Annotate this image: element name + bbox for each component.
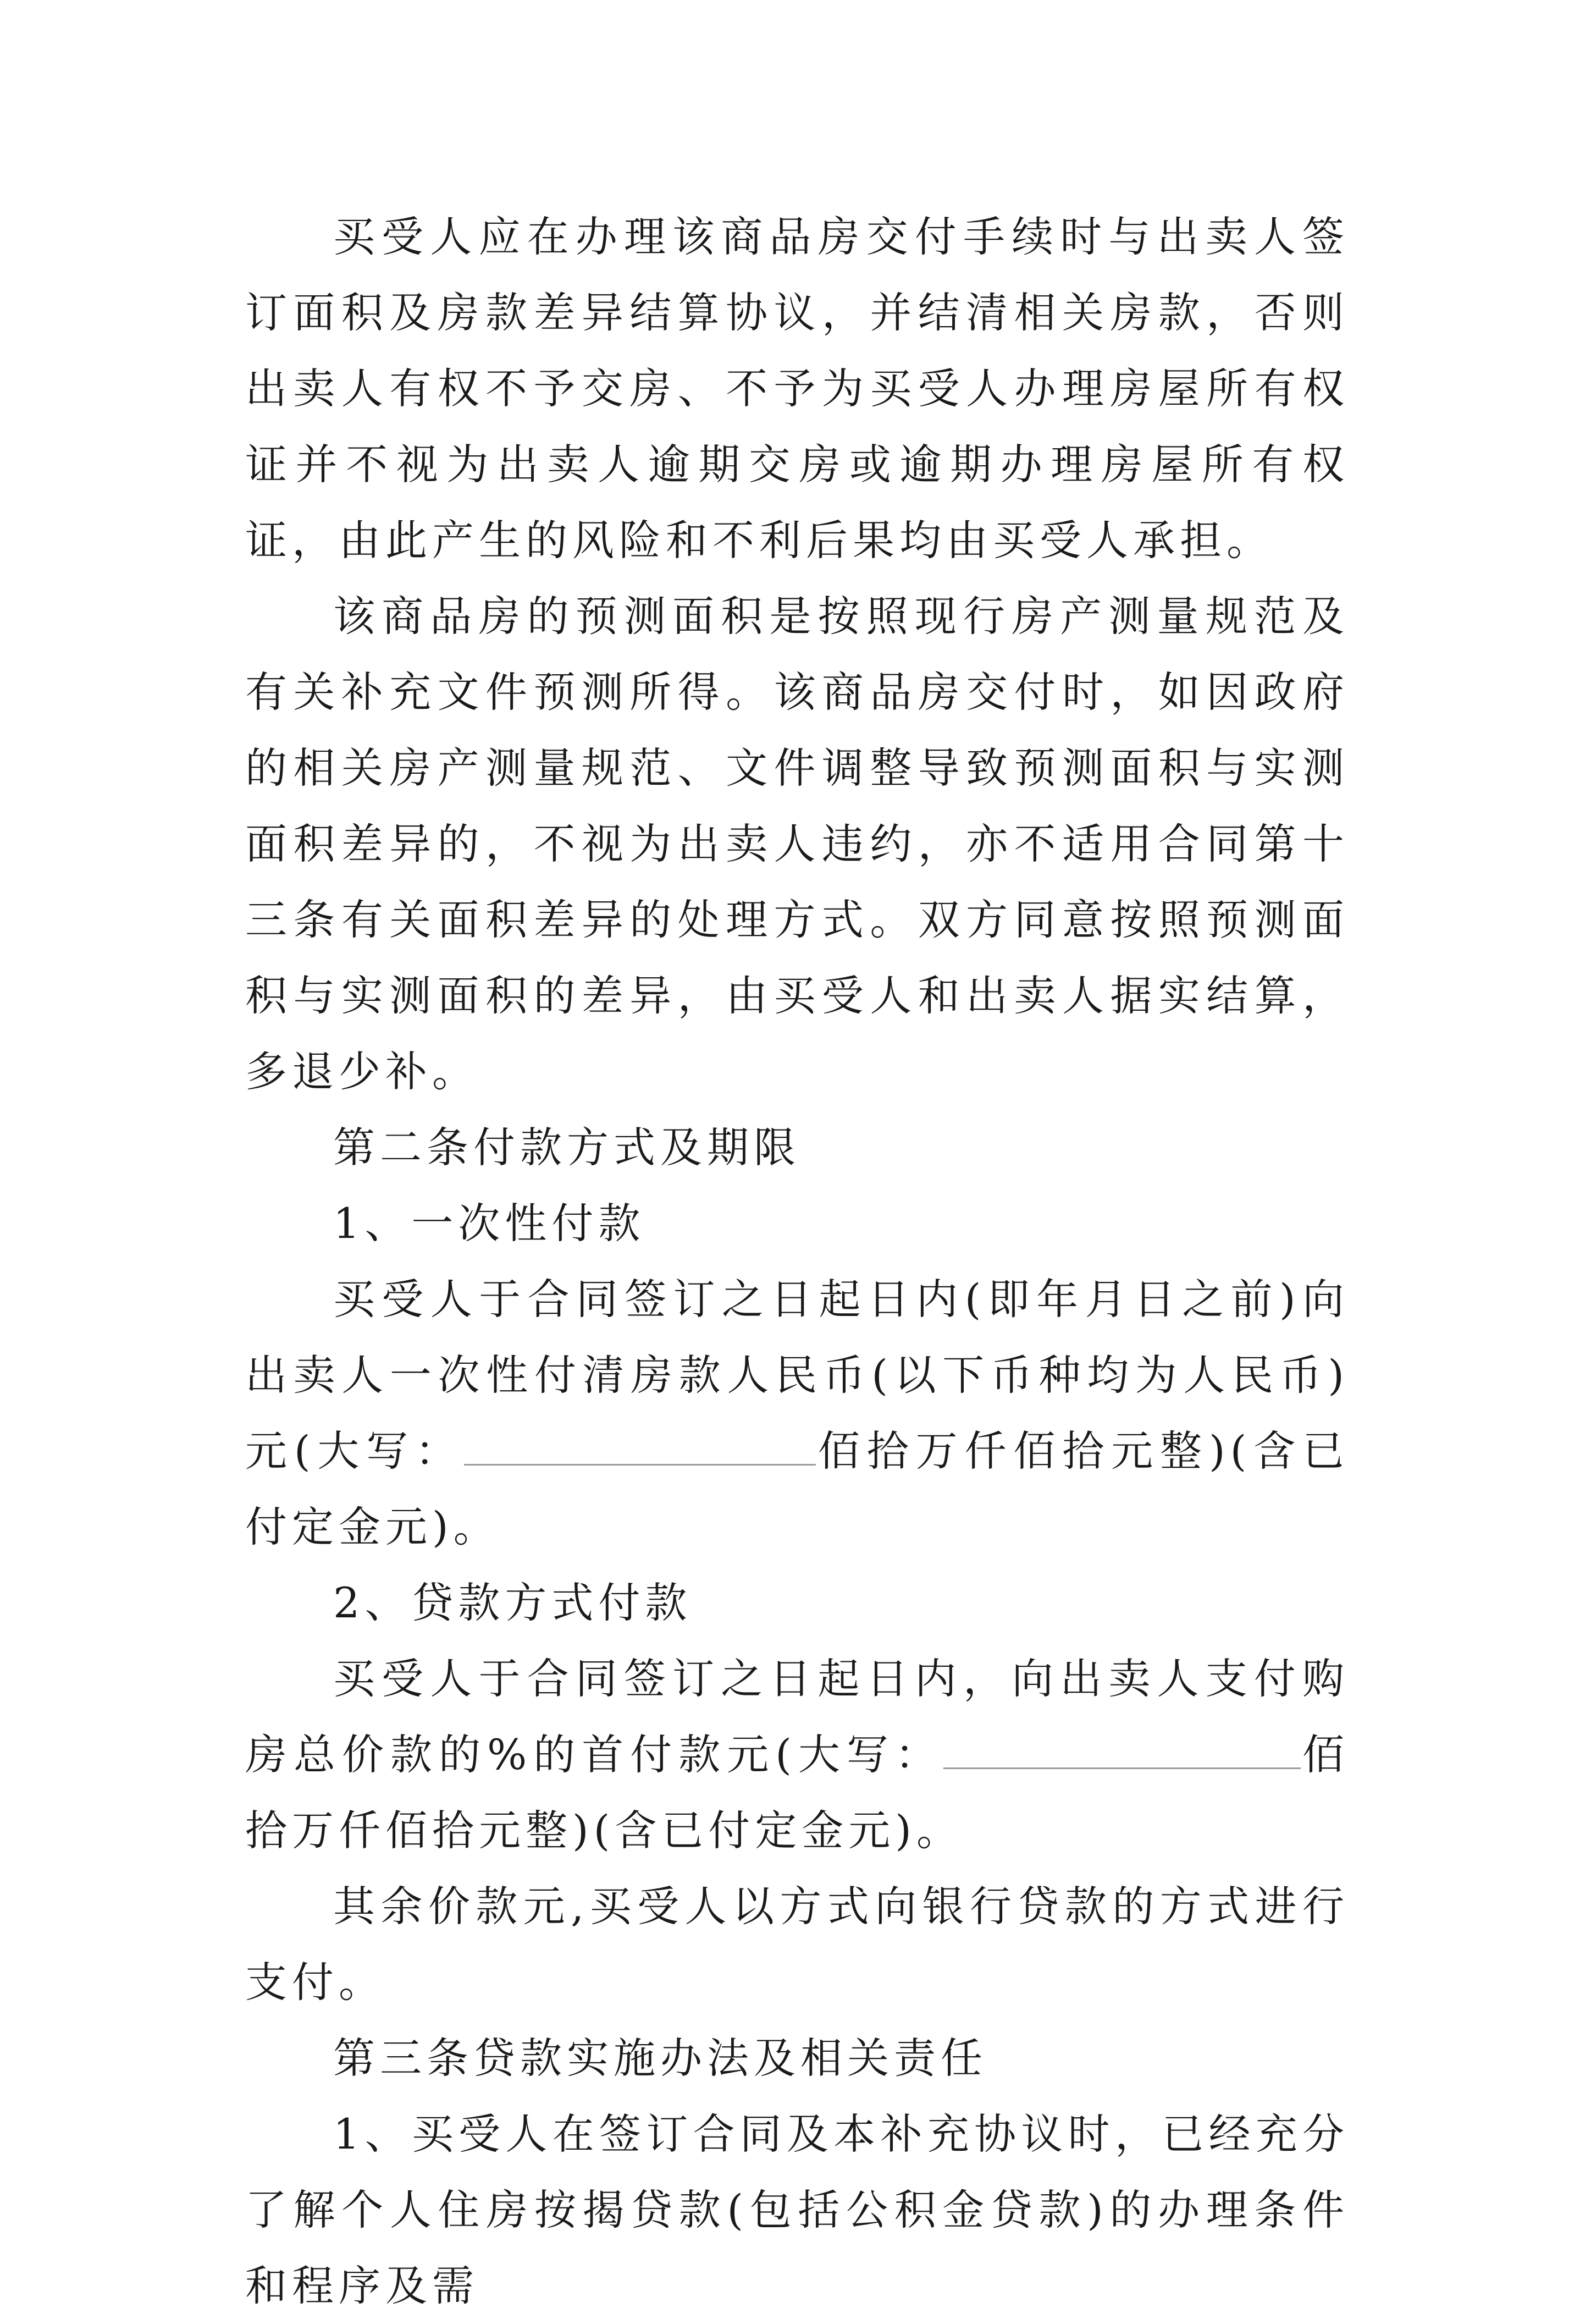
lump-sum-text: 买受人于合同签订之日起日内(即年月日之前)向出卖人一次性付清房款人民币(以下币种均为人民币)元(大写： [245, 1275, 1349, 1475]
down-payment-text-end: 佰拾万仟佰拾元整)(含已付定金元)。 [245, 1730, 1349, 1855]
paragraph-loan-understanding: 1、买受人在签订合同及本补充协议时，已经充分了解个人住房按揭贷款(包括公积金贷款)的办理条件和程序及需 [245, 2110, 1349, 2310]
paragraph-predicted-area: 该商品房的预测面积是按照现行房产测量规范及有关补充文件预测所得。该商品房交付时，如因政府的相关房产测量规范、文件调整导致预测面积与实测面积差异的，不视为出卖人违约，亦不适用合同第十三条有关面积差异的处理方式。双方同意按照预测面积与实测面积的差异，由买受人和出卖人据实结算，多退少补。 [245, 592, 1349, 1096]
paragraph-remaining-price: 其余价款元,买受人以方式向银行贷款的方式进行支付。 [245, 1882, 1349, 2007]
fill-in-blank-line [943, 1728, 1301, 1769]
document-body [245, 199, 1349, 2324]
down-payment-text: 买受人于合同签订之日起日内，向出卖人支付购房总价款的%的首付款元(大写： [245, 1654, 1349, 1779]
paragraph-down-payment [245, 1641, 1349, 1869]
heading-article-2: 第二条付款方式及期限 [333, 1123, 800, 1172]
heading-article-3: 第三条贷款实施办法及相关责任 [333, 2034, 987, 2083]
fill-in-blank-line [464, 1424, 816, 1466]
heading-lump-sum-payment: 1、一次性付款 [333, 1199, 645, 1248]
paragraph-lump-sum [245, 1262, 1349, 1565]
heading-loan-payment: 2、贷款方式付款 [333, 1578, 692, 1627]
lump-sum-text-end: 佰拾万仟佰拾元整)(含已付定金元)。 [245, 1427, 1349, 1551]
paragraph-area-settlement: 买受人应在办理该商品房交付手续时与出卖人签订面积及房款差异结算协议，并结清相关房款，否则出卖人有权不予交房、不予为买受人办理房屋所有权证并不视为出卖人逾期交房或逾期办理房屋所有权证，由此产生的风险和不利后果均由买受人承担。 [245, 212, 1349, 565]
